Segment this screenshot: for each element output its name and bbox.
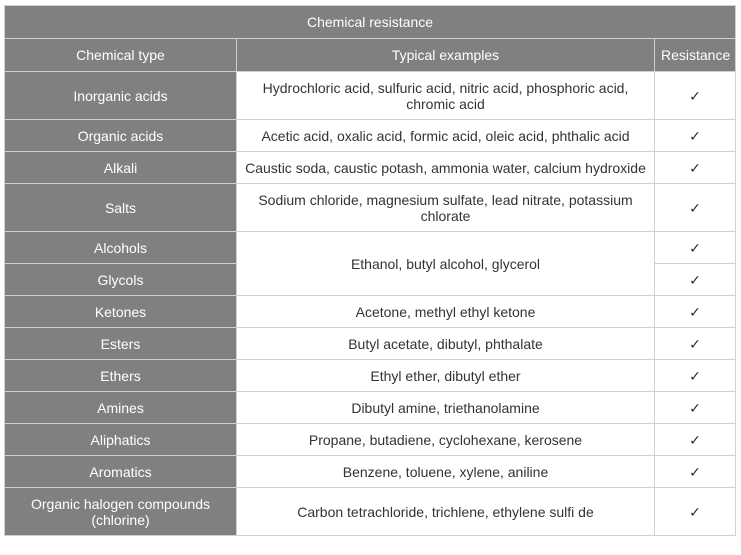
resistance-check: ✓ [655, 264, 736, 296]
title-row [5, 6, 736, 39]
resistance-check: ✓ [655, 456, 736, 488]
table-row [5, 456, 736, 488]
chemical-type-cell: Ethers [5, 360, 237, 392]
chemical-type-cell: Aliphatics [5, 424, 237, 456]
examples-cell: Propane, butadiene, cyclohexane, kerosene [237, 424, 655, 456]
table-row [5, 152, 736, 184]
examples-cell: Carbon tetrachloride, trichlene, ethylene sulfi de [237, 488, 655, 536]
resistance-check: ✓ [655, 424, 736, 456]
table-row [5, 232, 736, 264]
header-typical-examples: Typical examples [237, 39, 655, 72]
table-row [5, 424, 736, 456]
resistance-check: ✓ [655, 152, 736, 184]
table-row [5, 328, 736, 360]
chemical-type-cell: Inorganic acids [5, 72, 237, 120]
chemical-type-cell: Organic halogen compounds (chlorine) [5, 488, 237, 536]
resistance-check: ✓ [655, 232, 736, 264]
examples-cell: Butyl acetate, dibutyl, phthalate [237, 328, 655, 360]
chemical-type-cell: Alcohols [5, 232, 237, 264]
examples-cell: Caustic soda, caustic potash, ammonia water, calcium hydroxide [237, 152, 655, 184]
chemical-type-cell: Aromatics [5, 456, 237, 488]
resistance-check: ✓ [655, 184, 736, 232]
examples-cell: Acetone, methyl ethyl ketone [237, 296, 655, 328]
chemical-type-cell: Salts [5, 184, 237, 232]
chemical-type-cell: Organic acids [5, 120, 237, 152]
chemical-type-cell: Alkali [5, 152, 237, 184]
examples-cell: Ethyl ether, dibutyl ether [237, 360, 655, 392]
chemical-type-cell: Amines [5, 392, 237, 424]
examples-cell: Ethanol, butyl alcohol, glycerol [237, 232, 655, 296]
chemical-resistance-table [4, 5, 736, 536]
chemical-type-cell: Esters [5, 328, 237, 360]
examples-cell: Benzene, toluene, xylene, aniline [237, 456, 655, 488]
examples-cell: Dibutyl amine, triethanolamine [237, 392, 655, 424]
chemical-type-cell: Ketones [5, 296, 237, 328]
table-row [5, 360, 736, 392]
resistance-check: ✓ [655, 296, 736, 328]
table-row [5, 488, 736, 536]
header-resistance: Resistance [655, 39, 736, 72]
examples-cell: Sodium chloride, magnesium sulfate, lead nitrate, potassium chlorate [237, 184, 655, 232]
resistance-check: ✓ [655, 488, 736, 536]
examples-cell: Acetic acid, oxalic acid, formic acid, oleic acid, phthalic acid [237, 120, 655, 152]
header-chemical-type: Chemical type [5, 39, 237, 72]
chemical-type-cell: Glycols [5, 264, 237, 296]
resistance-check: ✓ [655, 360, 736, 392]
table-row [5, 120, 736, 152]
header-row [5, 39, 736, 72]
resistance-check: ✓ [655, 328, 736, 360]
table-row [5, 184, 736, 232]
table-title: Chemical resistance [5, 6, 736, 39]
resistance-check: ✓ [655, 392, 736, 424]
table-row [5, 392, 736, 424]
resistance-check: ✓ [655, 120, 736, 152]
table-row [5, 72, 736, 120]
examples-cell: Hydrochloric acid, sulfuric acid, nitric acid, phosphoric acid, chromic acid [237, 72, 655, 120]
table-row [5, 296, 736, 328]
resistance-check: ✓ [655, 72, 736, 120]
